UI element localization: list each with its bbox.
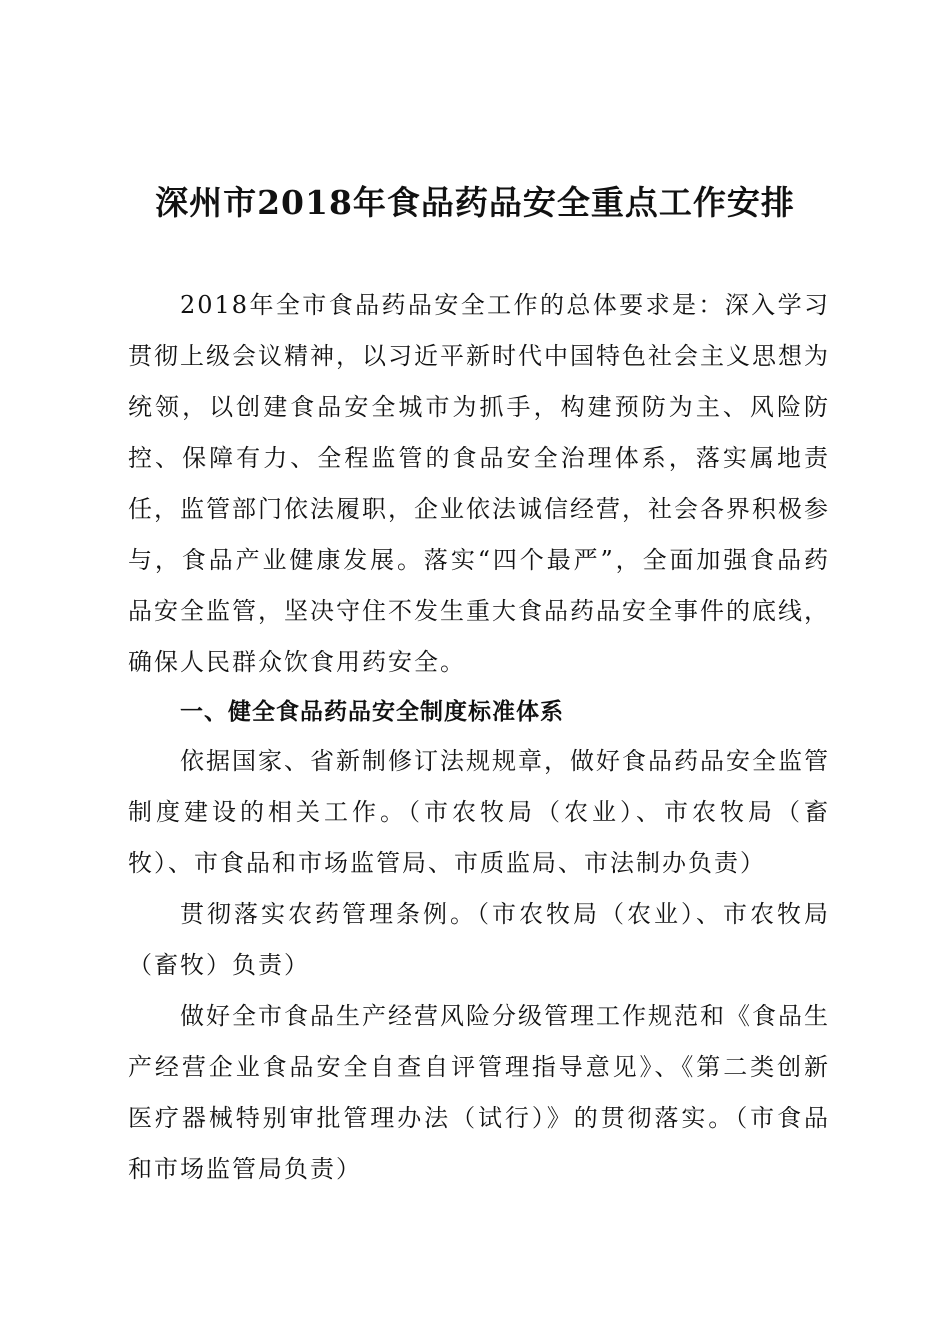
document-title: 深州市2018年食品药品安全重点工作安排 [155, 183, 795, 222]
section-paragraph: 依据国家、省新制修订法规规章，做好食品药品安全监管制度建设的相关工作。（市农牧局（农业）、市农牧局（畜牧）、市食品和市场监管局、市质监局、市法制办负责） [128, 747, 830, 877]
document-body [128, 280, 830, 1195]
section-paragraph: 做好全市食品生产经营风险分级管理工作规范和《食品生产经营企业食品安全自查自评管理指导意见》、《第二类创新医疗器械特别审批管理办法（试行）》的贯彻落实。（市食品和市场监管局负责） [128, 1002, 830, 1183]
intro-paragraph: 2018年全市食品药品安全工作的总体要求是：深入学习贯彻上级会议精神，以习近平新时代中国特色社会主义思想为统领，以创建食品安全城市为抓手，构建预防为主、风险防控、保障有力、全程监管的食品安全治理体系，落实属地责任，监管部门依法履职，企业依法诚信经营，社会各界积极参与，食品产业健康发展。落实“四个最严”，全面加强食品药品安全监管，坚决守住不发生重大食品药品安全事件的底线，确保人民群众饮食用药安全。 [128, 291, 830, 676]
section-paragraph: 贯彻落实农药管理条例。（市农牧局（农业）、市农牧局（畜牧）负责） [128, 900, 830, 979]
section-heading: 一、健全食品药品安全制度标准体系 [180, 699, 564, 725]
